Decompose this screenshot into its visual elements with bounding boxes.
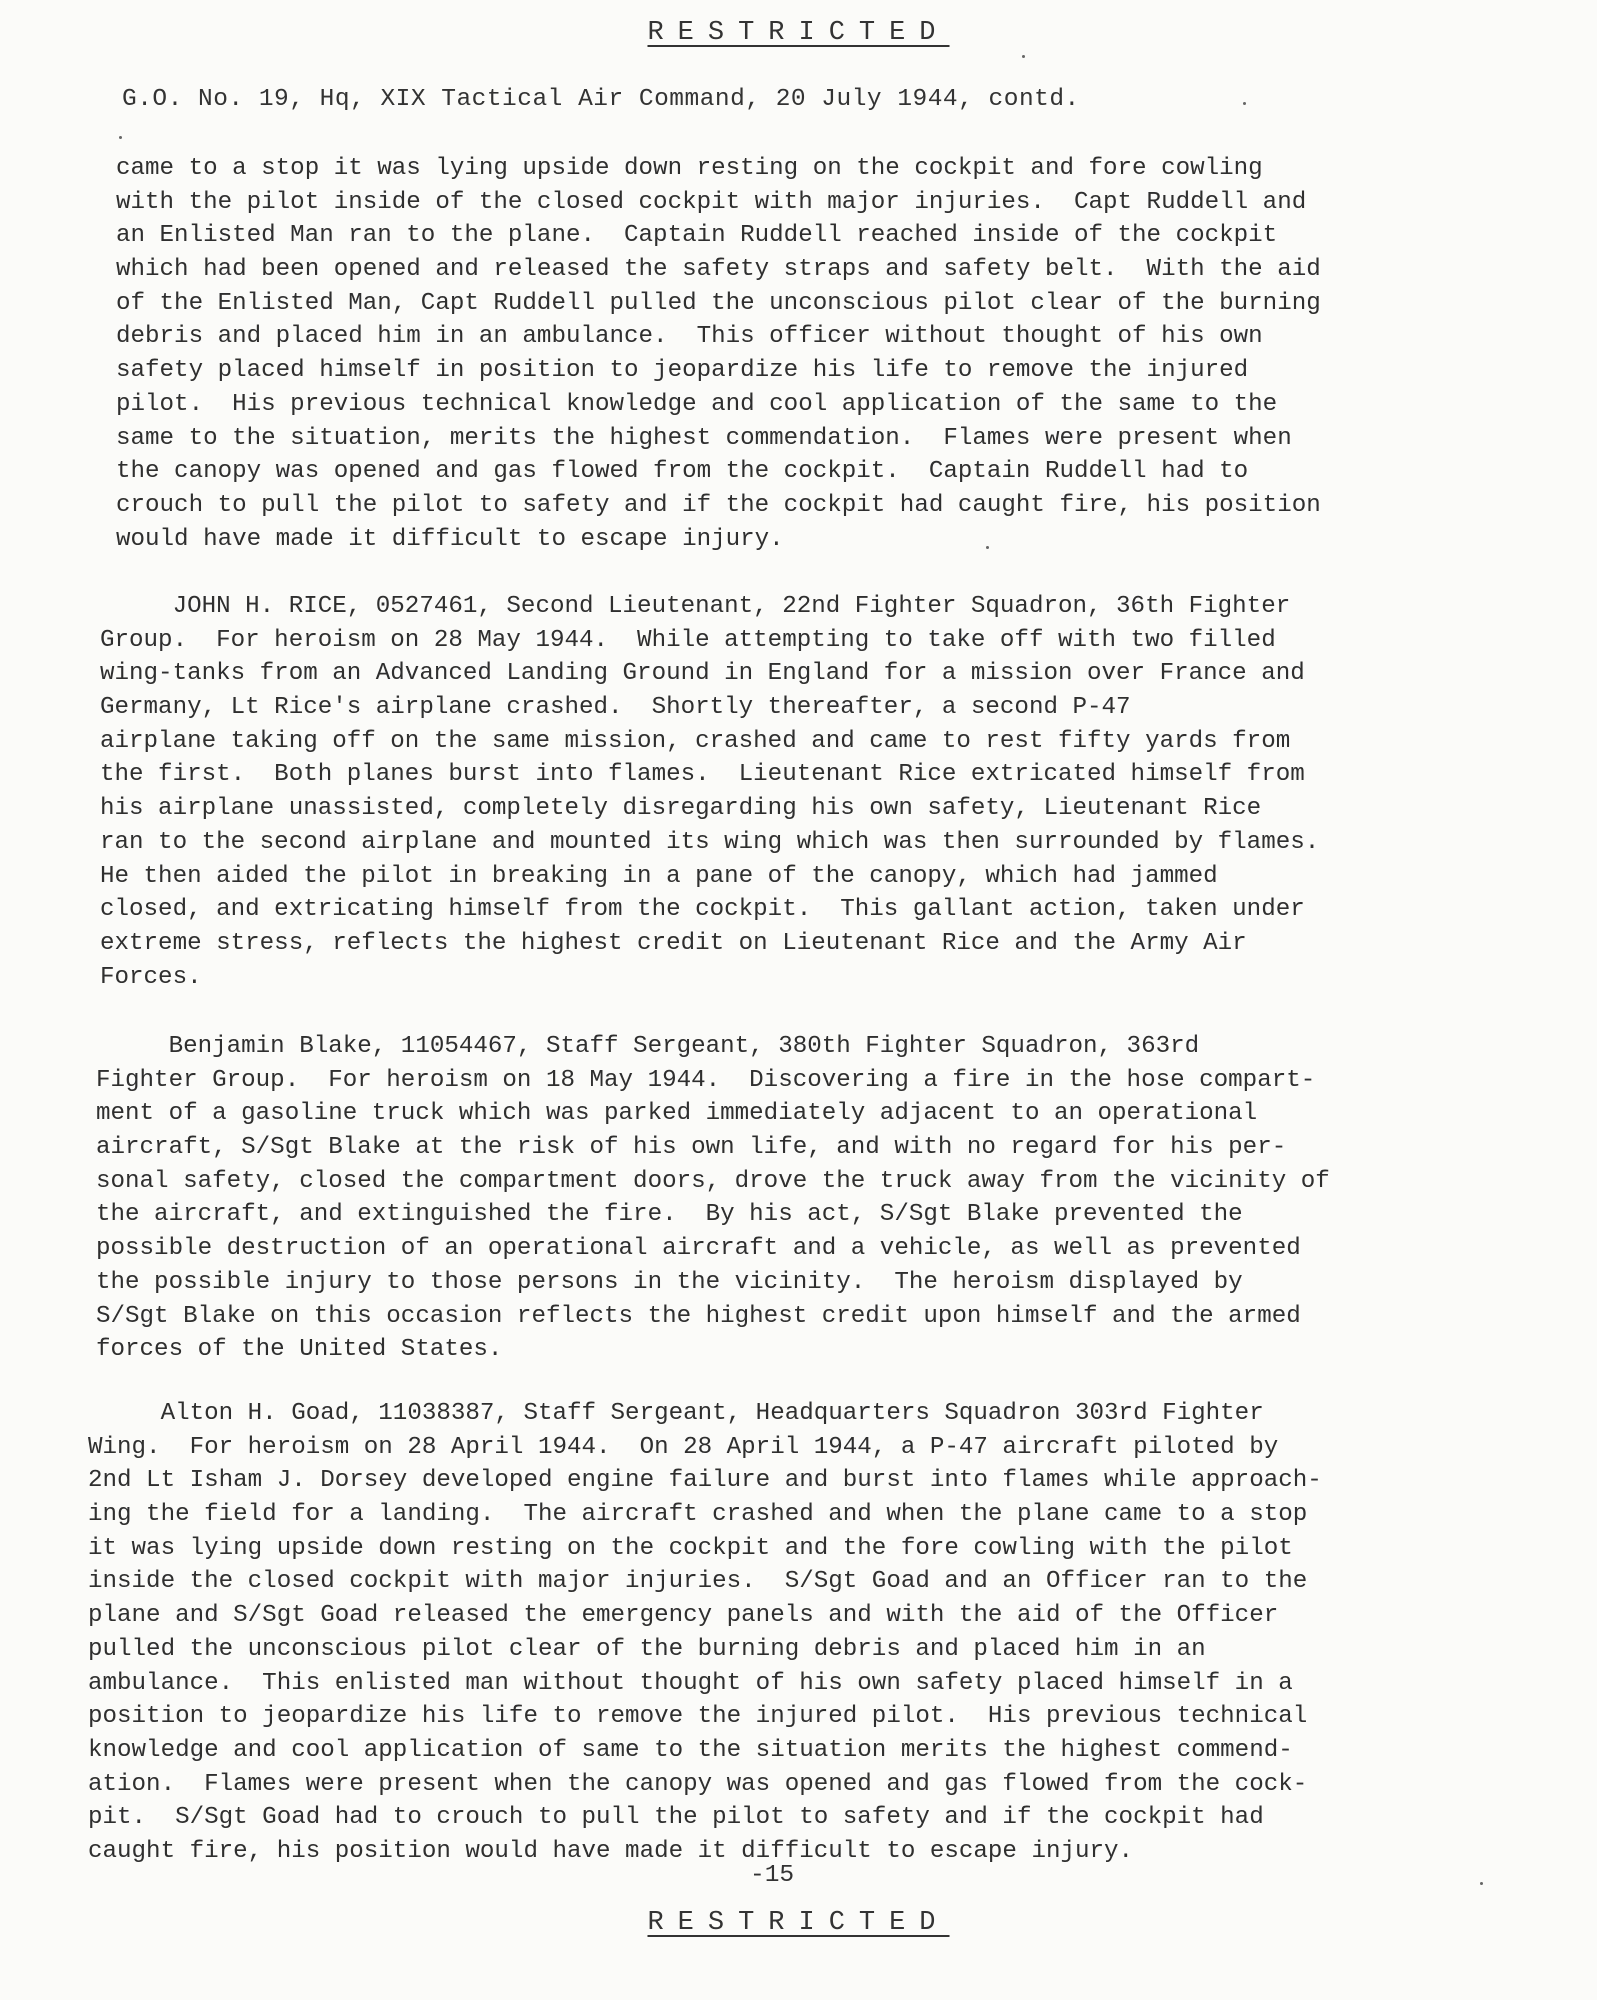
text-line: He then aided the pilot in breaking in a pane of the canopy, which had jammed: [100, 862, 1218, 890]
scan-speck: [1022, 55, 1025, 58]
text-line: position to jeopardize his life to remove the injured pilot. His previous technical: [88, 1703, 1308, 1731]
text-line: Benjamin Blake, 11054467, Staff Sergeant, 380th Fighter Squadron, 363rd: [96, 1033, 1200, 1060]
text-line: JOHN H. RICE, 0527461, Second Lieutenant, 22nd Fighter Squadron, 36th Fighter: [100, 593, 1291, 620]
text-line: Fighter Group. For heroism on 18 May 1944. Discovering a fire in the hose compart-: [96, 1066, 1316, 1094]
text-line: came to a stop it was lying upside down resting on the cockpit and fore cowling: [116, 155, 1263, 182]
scan-speck: [986, 546, 989, 549]
text-line: his airplane unassisted, completely disregarding his own safety, Lieutenant Rice: [100, 795, 1262, 823]
text-line: the first. Both planes burst into flames. Lieutenant Rice extricated himself from: [100, 761, 1305, 789]
text-line: Germany, Lt Rice's airplane crashed. Shortly thereafter, a second P-47: [100, 694, 1131, 722]
text-line: debris and placed him in an ambulance. This officer without thought of his own: [116, 323, 1263, 351]
text-line: S/Sgt Blake on this occasion reflects the highest credit upon himself and the armed: [96, 1302, 1301, 1330]
text-line: an Enlisted Man ran to the plane. Captain Ruddell reached inside of the cockpit: [116, 222, 1278, 250]
text-line: ing the field for a landing. The aircraft crashed and when the plane came to a stop: [88, 1501, 1308, 1529]
text-line: it was lying upside down resting on the cockpit and the fore cowling with the pilot: [88, 1534, 1293, 1562]
text-line: ambulance. This enlisted man without thought of his own safety placed himself in a: [88, 1669, 1293, 1697]
text-line: Forces.: [100, 963, 202, 991]
paragraph-rice-citation: [100, 590, 1580, 994]
header-classification-marking: RESTRICTED: [647, 18, 950, 48]
text-line: extreme stress, reflects the highest credit on Lieutenant Rice and the Army Air: [100, 929, 1247, 957]
text-line: the aircraft, and extinguished the fire. By his act, S/Sgt Blake prevented the: [96, 1201, 1243, 1229]
text-line: 2nd Lt Isham J. Dorsey developed engine failure and burst into flames while approach-: [88, 1467, 1322, 1495]
scan-speck: [1480, 1882, 1483, 1885]
text-line: ran to the second airplane and mounted its wing which was then surrounded by flames.: [100, 828, 1320, 856]
scan-speck: [119, 136, 122, 139]
text-line: sonal safety, closed the compartment doors, drove the truck away from the vicinity of: [96, 1167, 1330, 1195]
text-line: airplane taking off on the same mission, crashed and came to rest fifty yards from: [100, 727, 1291, 755]
text-line: possible destruction of an operational aircraft and a vehicle, as well as prevented: [96, 1235, 1301, 1263]
text-line: would have made it difficult to escape injury.: [116, 525, 784, 553]
text-line: same to the situation, merits the highest commendation. Flames were present when: [116, 424, 1292, 452]
text-line: which had been opened and released the safety straps and safety belt. With the aid: [116, 256, 1321, 284]
text-line: of the Enlisted Man, Capt Ruddell pulled the unconscious pilot clear of the burning: [116, 289, 1321, 317]
text-line: Group. For heroism on 28 May 1944. While attempting to take off with two filled: [100, 626, 1276, 654]
order-heading: G.O. No. 19, Hq, XIX Tactical Air Command, 20 July 1944, contd.: [122, 86, 1080, 113]
text-line: plane and S/Sgt Goad released the emergency panels and with the aid of the Officer: [88, 1602, 1279, 1630]
text-line: ment of a gasoline truck which was parked immediately adjacent to an operational: [96, 1100, 1258, 1128]
text-line: crouch to pull the pilot to safety and if the cockpit had caught fire, his position: [116, 491, 1321, 519]
text-line: Alton H. Goad, 11038387, Staff Sergeant, Headquarters Squadron 303rd Fighter: [88, 1400, 1264, 1427]
paragraph-ruddell-continued: [116, 152, 1596, 556]
text-line: pulled the unconscious pilot clear of the burning debris and placed him in an: [88, 1635, 1206, 1663]
text-line: Wing. For heroism on 28 April 1944. On 28 April 1944, a P-47 aircraft piloted by: [88, 1433, 1279, 1461]
page-number: -15: [750, 1862, 795, 1889]
text-line: aircraft, S/Sgt Blake at the risk of his own life, and with no regard for his per-: [96, 1134, 1287, 1162]
text-line: wing-tanks from an Advanced Landing Ground in England for a mission over France and: [100, 660, 1305, 688]
text-line: ation. Flames were present when the canopy was opened and gas flowed from the cock-: [88, 1770, 1308, 1798]
scan-speck: [1243, 102, 1246, 105]
paragraph-goad-citation: [88, 1397, 1568, 1869]
text-line: with the pilot inside of the closed cockpit with major injuries. Capt Ruddell and: [116, 188, 1307, 216]
text-line: closed, and extricating himself from the cockpit. This gallant action, taken under: [100, 896, 1305, 924]
text-line: inside the closed cockpit with major injuries. S/Sgt Goad and an Officer ran to the: [88, 1568, 1308, 1596]
text-line: safety placed himself in position to jeopardize his life to remove the injured: [116, 357, 1249, 385]
text-line: forces of the United States.: [96, 1336, 503, 1364]
text-line: caught fire, his position would have made it difficult to escape injury.: [88, 1837, 1134, 1865]
text-line: the possible injury to those persons in the vicinity. The heroism displayed by: [96, 1268, 1243, 1296]
text-line: the canopy was opened and gas flowed from the cockpit. Captain Ruddell had to: [116, 458, 1249, 486]
text-line: knowledge and cool application of same to the situation merits the highest commend-: [88, 1736, 1293, 1764]
paragraph-blake-citation: [96, 1030, 1576, 1367]
text-line: pit. S/Sgt Goad had to crouch to pull the pilot to safety and if the cockpit had: [88, 1804, 1264, 1832]
footer-classification-marking: RESTRICTED: [647, 1908, 950, 1938]
text-line: pilot. His previous technical knowledge and cool application of the same to the: [116, 390, 1278, 418]
